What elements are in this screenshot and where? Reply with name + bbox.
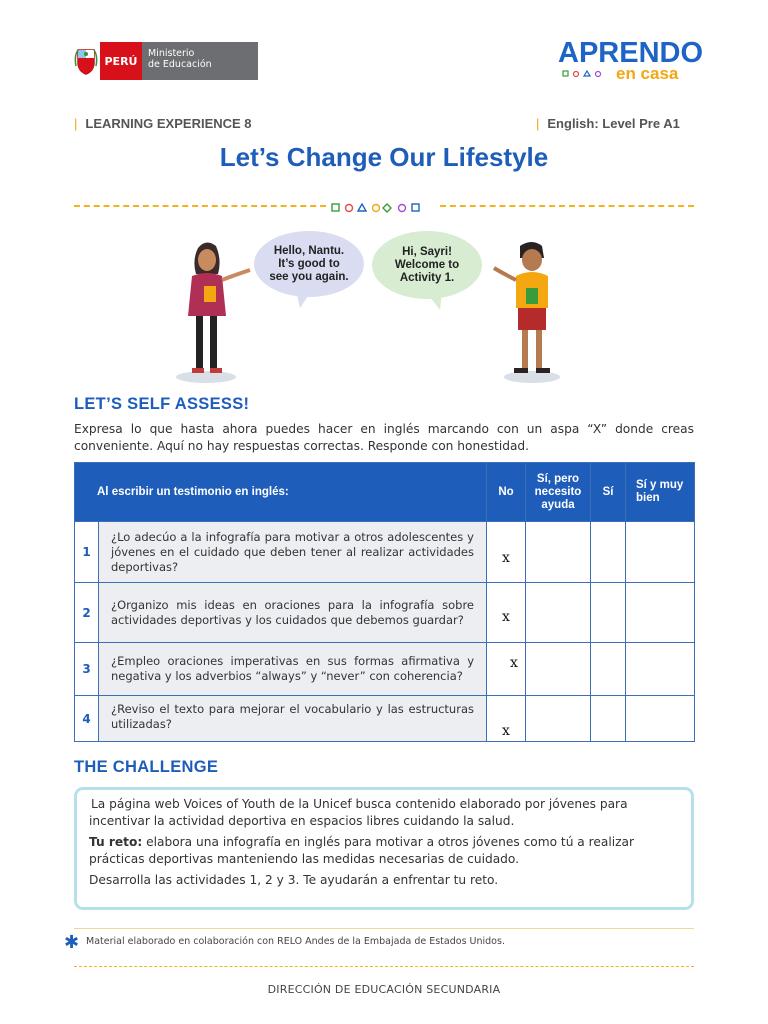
boy-line-1: Hi, Sayri! (402, 245, 452, 258)
boy-line-3: Activity 1. (399, 271, 455, 284)
challenge-heading: THE CHALLENGE (74, 758, 219, 776)
table-row (75, 583, 695, 643)
cell-si-muy-bien[interactable] (626, 522, 695, 583)
cell-si-pero[interactable] (526, 522, 591, 583)
speech-tail-girl (296, 290, 316, 314)
ministry-label (142, 42, 258, 80)
girl-line-2: It’s good to (278, 257, 340, 270)
challenge-paragraph-1: La página web Voices of Youth de la Unicef busca contenido elaborado por jóvenes para incentivar la actividad deportiva en espacios libres cuidando la salud. (89, 797, 628, 828)
divider-dashed-left (74, 205, 326, 207)
table-row (75, 643, 695, 696)
row-number: 3 (75, 643, 99, 696)
level-label (536, 116, 680, 131)
cell-si[interactable] (591, 696, 626, 742)
cell-si-muy-bien[interactable] (626, 583, 695, 643)
self-assess-heading: LET’S SELF ASSESS! (74, 395, 250, 413)
reto-text: elabora una infografía en inglés para motivar a otros jóvenes como tú a realizar prácticas deportivas manteniendo las medidas necesarias de cuidado. (89, 835, 635, 866)
cell-si-pero[interactable] (526, 696, 591, 742)
minedu-logo (72, 42, 258, 80)
speech-bubble-boy (372, 231, 482, 299)
ministry-line-2: de Educación (148, 59, 212, 70)
boy-character-illustration (486, 238, 566, 386)
page-title: Let’s Change Our Lifestyle (219, 142, 549, 172)
footer-divider-dashed (74, 966, 694, 967)
brand-main: APRENDO (558, 37, 704, 69)
girl-line-1: Hello, Nantu. (273, 244, 345, 257)
cell-si-muy-bien[interactable] (626, 643, 695, 696)
girl-character-illustration (170, 236, 260, 386)
cell-si-muy-bien[interactable] (626, 696, 695, 742)
table-row (75, 696, 695, 742)
cell-no-checked[interactable]: x (487, 696, 526, 742)
learning-experience-label (74, 116, 252, 131)
column-header-si: Sí (591, 463, 626, 522)
column-header-no: No (487, 463, 526, 522)
footer-divider-top (74, 928, 694, 929)
divider-pipe: | (74, 116, 78, 131)
cell-no-checked[interactable]: x (487, 643, 526, 696)
column-header-si-pero: Sí, pero necesito ayuda (526, 463, 591, 522)
boy-line-2: Welcome to (394, 258, 460, 271)
self-assessment-table (74, 462, 695, 742)
decorative-shapes-icon (330, 199, 436, 211)
brand-sub: en casa (616, 64, 679, 83)
speech-tail-boy (424, 292, 444, 316)
column-header-si-muy-bien: Sí y muy bien (626, 463, 695, 522)
row-number: 1 (75, 522, 99, 583)
cell-no-checked[interactable]: x (487, 583, 526, 643)
ministry-line-1: Ministerio (148, 48, 195, 59)
learning-experience-text: LEARNING EXPERIENCE 8 (85, 116, 252, 131)
row-question: ¿Empleo oraciones imperativas en sus formas afirmativa y negativa y los adverbios “always” y “never” con coherencia? (99, 643, 487, 696)
cell-si-pero[interactable] (526, 643, 591, 696)
divider-dashed-right (440, 205, 694, 207)
cell-no-checked[interactable]: x (487, 522, 526, 583)
brand-shapes-icon (562, 70, 612, 80)
collaboration-note: Material elaborado en colaboración con RELO Andes de la Embajada de Estados Unidos. (86, 936, 505, 947)
column-header-question: Al escribir un testimonio en inglés: (75, 463, 487, 522)
cell-si[interactable] (591, 643, 626, 696)
asterisk-icon: ✱ (64, 932, 80, 953)
challenge-paragraph-3: Desarrolla las actividades 1, 2 y 3. Te ayudarán a enfrentar tu reto. (89, 873, 499, 887)
footer-label: DIRECCIÓN DE EDUCACIÓN SECUNDARIA (267, 983, 501, 996)
self-assess-intro: Expresa lo que hasta ahora puedes hacer en inglés marcando con un aspa “X” donde creas conveniente. Aquí no hay respuestas correctas. Responde con honestidad. (74, 422, 694, 453)
aprendo-en-casa-logo (558, 37, 704, 86)
table-row (75, 522, 695, 583)
level-text: English: Level Pre A1 (547, 116, 680, 131)
coat-of-arms-icon (72, 42, 100, 80)
table-header-row (75, 463, 695, 522)
row-question: ¿Reviso el texto para mejorar el vocabulario y las estructuras utilizadas? (99, 696, 487, 742)
row-question: ¿Lo adecúo a la infografía para motivar a otros adolescentes y jóvenes en el cuidado que deben tener al realizar actividades deportivas? (99, 522, 487, 583)
divider-pipe: | (536, 116, 540, 131)
peru-label: PERÚ (100, 42, 142, 80)
challenge-paragraph-2 (89, 834, 684, 868)
cell-si[interactable] (591, 583, 626, 643)
cell-si-pero[interactable] (526, 583, 591, 643)
girl-line-3: see you again. (269, 270, 349, 283)
speech-bubble-girl (254, 231, 364, 297)
cell-si[interactable] (591, 522, 626, 583)
row-number: 4 (75, 696, 99, 742)
row-number: 2 (75, 583, 99, 643)
row-question: ¿Organizo mis ideas en oraciones para la infografía sobre actividades deportivas y los cuidados que debemos guardar? (99, 583, 487, 643)
reto-label: Tu reto: (89, 835, 143, 849)
